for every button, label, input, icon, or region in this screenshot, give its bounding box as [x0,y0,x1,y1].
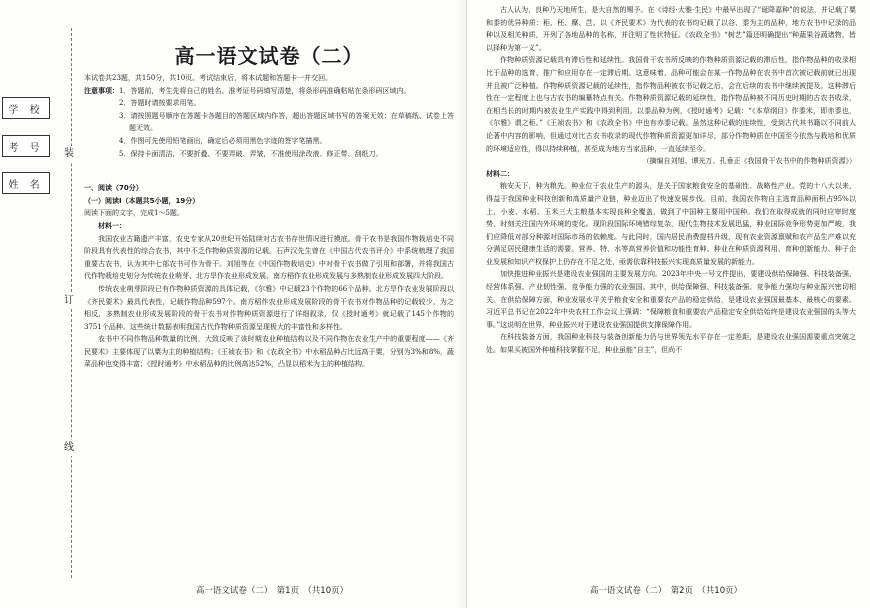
exam-number-field-box: 考 号 [2,135,50,157]
passage-paragraph: 农书中不同作物品种数量的比例，大致反映了该时期农业种植结构以及不同作物在农业生产中的重要程度——《齐民要术》主要体现了以粟为主的种植结构；《王祯农书》和《农政全书》中水稻品种占比远高于粟，分别为3%和8%，蔬菜品种也变得丰富；《授时通考》中水稻品种的比例高达52%，凸显以稻米为主的种植结构。 [84,335,454,369]
passage-paragraph: 加快推进种业振兴是建设农业强国的主要发展方向。2023年中央一号文件提出，要建设供给保障强、科技装备强、经营体系强、产业韧性强、竞争能力强的农业强国。其中，供给保障强、科技装备强、竞争能力强均与种业振兴密切相关。在供给保障方面，种业发展水平关乎粮食安全和重要农产品的稳定供给，是建设农业强国最基本、最核心的要素。习近平总书记在2022年中央农村工作会议上强调：“保障粮食和重要农产品稳定安全供给始终是建设农业强国的头等大事。”这说明在世界，种业振兴对于建设农业强国提供支撑保障作用。 [486,270,856,329]
source-citation: （摘编自刘旭、谭光万、孔垂正《我国骨干农书中的作物种质资源》） [642,157,856,166]
page1-footer: 高一语文试卷（二） 第1页 （共10页） [195,586,349,596]
note-item: 3．请按照题号顺序在答题卡各题目的答题区域内作答，超出答题区域书写的答案无效；在草稿纸、试卷上答题无效。 [119,111,454,133]
note-item: 1．答题前，考生先将自己的姓名、准考证号码填写清楚，将条形码准确粘贴在条形码区域内。 [119,86,411,95]
passage-paragraph: 传统农业萌芽阶段已有作物种质资源的具体记载，《尔雅》中记载23个作物的66个品种。北方旱作农业发展阶段以《齐民要术》最具代表性，记载作物品种597个。南方稻作农业形成发展阶段的骨干农书对作物品种的记载较少，为之相反，多熟制农业形成发展阶段的骨干农书对作物种质资源进行了详细叙录，仅《授时通考》就记载了145个作物的3751个品种。这些统计数据表明我国古代作物种质资源呈现极大的丰富性和多样性。 [84,284,454,331]
material1-label: 材料一： [98,221,126,230]
page-divider [466,0,467,608]
exam-title: 高一语文试卷（二） [174,44,364,68]
school-field-box: 学 校 [2,97,50,119]
notes-list [119,85,454,161]
passage-paragraph: 作物种质资源记载具有滞后性和延续性。我国骨干农书所反映的作物种质资源记载的滞后性，指作物品种的收录相比于品种的选育、推广和应用存在一定滞后期。这意味着，品种可能会在某一作物品种在农书中首次被记载前就已出现并且被广泛种植。作物种质资源记载的延续性，指作物品种被农书记载之后，会在后续的农书中继续被提及。这种滞后性在一定程度上也与古农书的编纂特点有关。作物种质资源记载的延续性，指作物品种被不同历史时期的古农书收录，在相当长的时期内被农业生产实践中得到利用。以黍品种为例，《授时通考》记载：“《本草纲目》作黍米，即赤黍也，《尔雅》谓之秬。”《王祯农书》和《农政全书》中也有赤黍记载。虽然这种记载的连续性，受到古代其书籍以不同前人论著中内容的影响，但通过对比古农书收录的现代作物种质资源更加详尽，部分作物种质在中国至今依然与栽培和优质的环境适应性，得以持续种植，甚至成为地方当家品种，一直延续至今。 [486,56,856,153]
passage-paragraph: 我国农业古籍遗产丰富，农史专家从20世纪开始陆续对古农书存世情况进行摸底。骨干农书是我国作物栽培史不同阶段具有代表性的综合农书，其中不乏作物种质资源的记载。石声汉先生曾在《中国古代农书评介》中系统梳理了我国重要古农书，认为其中七部农书可作为骨干。刘旭等在《中国作物栽培史》中对骨干农书做了引用和部署，并将我国古代作物栽培史划分为传统农业萌芽、北方旱作农业形成发展、南方稻作农业形成发展与多熟制农业形成发展四大阶段。 [84,234,454,281]
note-item: 4．作图可先使用铅笔画出，确定后必须用黑色字迹的签字笔描黑。 [119,136,327,145]
notes-block [84,85,454,161]
notes-label: 注意事项： [84,86,119,95]
passage-paragraph: 在科技装备方面，我国种业科技与装备创新能力仍与世界领先水平存在一定差距，是建设农业强国需要重点突破之处。如果买被国外种植科技掌握不足，种业虽能“自主”，但尚不 [486,333,856,355]
material2-label: 材料二： [486,169,514,178]
passage-paragraph: 粮安天下，种为粮先。种业位于农业生产的源头，是关于国家粮食安全的基础性、战略性产业。党的十八大以来，得益于我国种业科技创新和高质量产业链，种业迈出了快速发展步伐。目前，我国农作物自主选育品种面积占95%以上，小麦、水稻、玉米三大主粮基本实现良种全覆盖，做到了中国种主要用中国种。我们在取得成就的同时应审时度势，时刻关注国内外环境的变化。现阶段国际环境错综复杂，现代生物技术发展迅猛，种业国际竞争形势更加严峻，我们应降低对部分种源对国际市场的依赖度。与此同时，国内居民消费提档升级，现有农业资源禀赋和农产品生产难以充分满足居民健康生活的需要。营养、特、水等高营养价值和功能性育种、种业在种质资源利用、育种创新能力、种子企业发展和知识产权保护上仍存在不足之处，亟需依靠科技振兴实现高质量发展的新能力。 [486,182,856,266]
page-fold-shadow [455,0,466,608]
passage-paragraph: 古人认为，良种乃天地所生，是大自然的赐予。在《诗经·大雅·生民》中最早出现了“诞降嘉种”的说法，并记载了粟和黍的优异种质：秬、秠、穈、芑。以《齐民要术》为代表的农书均记载了以谷、黍为主的品种，地方农书中记录的品种以及相关种质，开列了各地品种的名称，并注明了性状特征。《农政全书》“树艺”篇还明确提出“种蔬果谷蔬诸物，皆以择种为第一义”。 [486,6,856,52]
binding-char-zhuang: 装 [64,146,74,162]
section-heading: 一、阅读（70分） [84,184,143,193]
page2-column [486,4,856,357]
reading-instruction: 阅读下面的文字，完成1～5题。 [84,209,184,218]
subsection-heading: （一）阅读Ⅰ（本题共5小题，19分） [84,196,200,205]
page2-footer: 高一语文试卷（二） 第2页 （共10页） [589,586,743,596]
exam-intro: 本试卷共23题，共150分，共10页。考试结束后，将本试题和答题卡一并交回。 [84,74,333,82]
binding-char-ding: 订 [64,293,74,309]
note-item: 2．答题时请按要求用笔。 [119,99,201,108]
name-field-box: 姓 名 [2,172,50,194]
binding-char-xian: 线 [64,440,74,456]
page1-column [84,72,454,371]
note-item: 5．保持卡面清洁，不要折叠、不要弄破、弄皱，不准使用涂改液、修正带、刮纸刀。 [119,149,383,158]
